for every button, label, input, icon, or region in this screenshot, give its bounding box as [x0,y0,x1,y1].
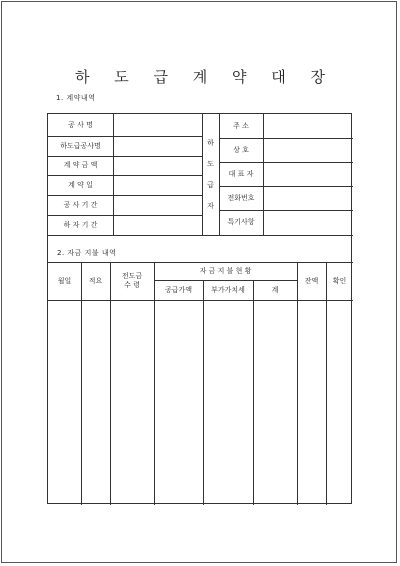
value-address[interactable] [263,114,353,138]
label-phone: 전화번호 [227,193,255,202]
value-representative[interactable] [263,162,353,186]
label-special-notes: 특기사항 [227,218,255,226]
col-balance: 잔액 [304,276,319,285]
label-company-name: 상 호 [233,145,249,154]
label-address: 주 소 [233,121,249,130]
label-representative: 대 표 자 [228,169,254,178]
label-subcontractor-vertical: 하 도 급 자 [207,139,214,210]
value-contract-date[interactable] [113,175,202,195]
section2-heading: 2. 자금 지불 내역 [57,249,117,257]
value-construction-period[interactable] [113,195,202,215]
label-project-name: 공 사 명 [68,120,93,129]
payment-table-body[interactable] [48,301,353,504]
label-construction-period: 공 사 기 간 [63,200,98,209]
col-confirm: 확인 [332,276,347,285]
label-contract-amount: 계 약 금 액 [63,161,98,169]
value-project-name[interactable] [113,114,202,136]
value-contract-amount[interactable] [113,156,202,175]
col-supply-value: 공급가액 [164,285,193,294]
col-advance-received: 전도금 수 령 [121,272,143,289]
label-warranty-period: 하 자 기 간 [63,220,98,229]
col-payment-status: 자 금 지 불 현 황 [199,266,252,275]
label-contract-date: 계 약 일 [68,180,93,189]
value-warranty-period[interactable] [113,215,202,235]
section1-heading: 1. 계약내역 [56,94,96,102]
col-month-day: 월일 [57,276,72,285]
value-subcontract-name[interactable] [113,136,202,156]
contract-register-form [47,113,352,504]
value-phone[interactable] [263,186,353,210]
document-title: 하 도 급 계 약 대 장 [74,68,336,86]
label-subcontract-name: 하도급공사명 [60,141,101,150]
col-vat: 부가가치세 [211,285,245,294]
col-total: 계 [271,285,279,294]
value-company-name[interactable] [263,138,353,162]
col-summary: 적요 [88,276,103,285]
value-special-notes[interactable] [263,210,353,235]
